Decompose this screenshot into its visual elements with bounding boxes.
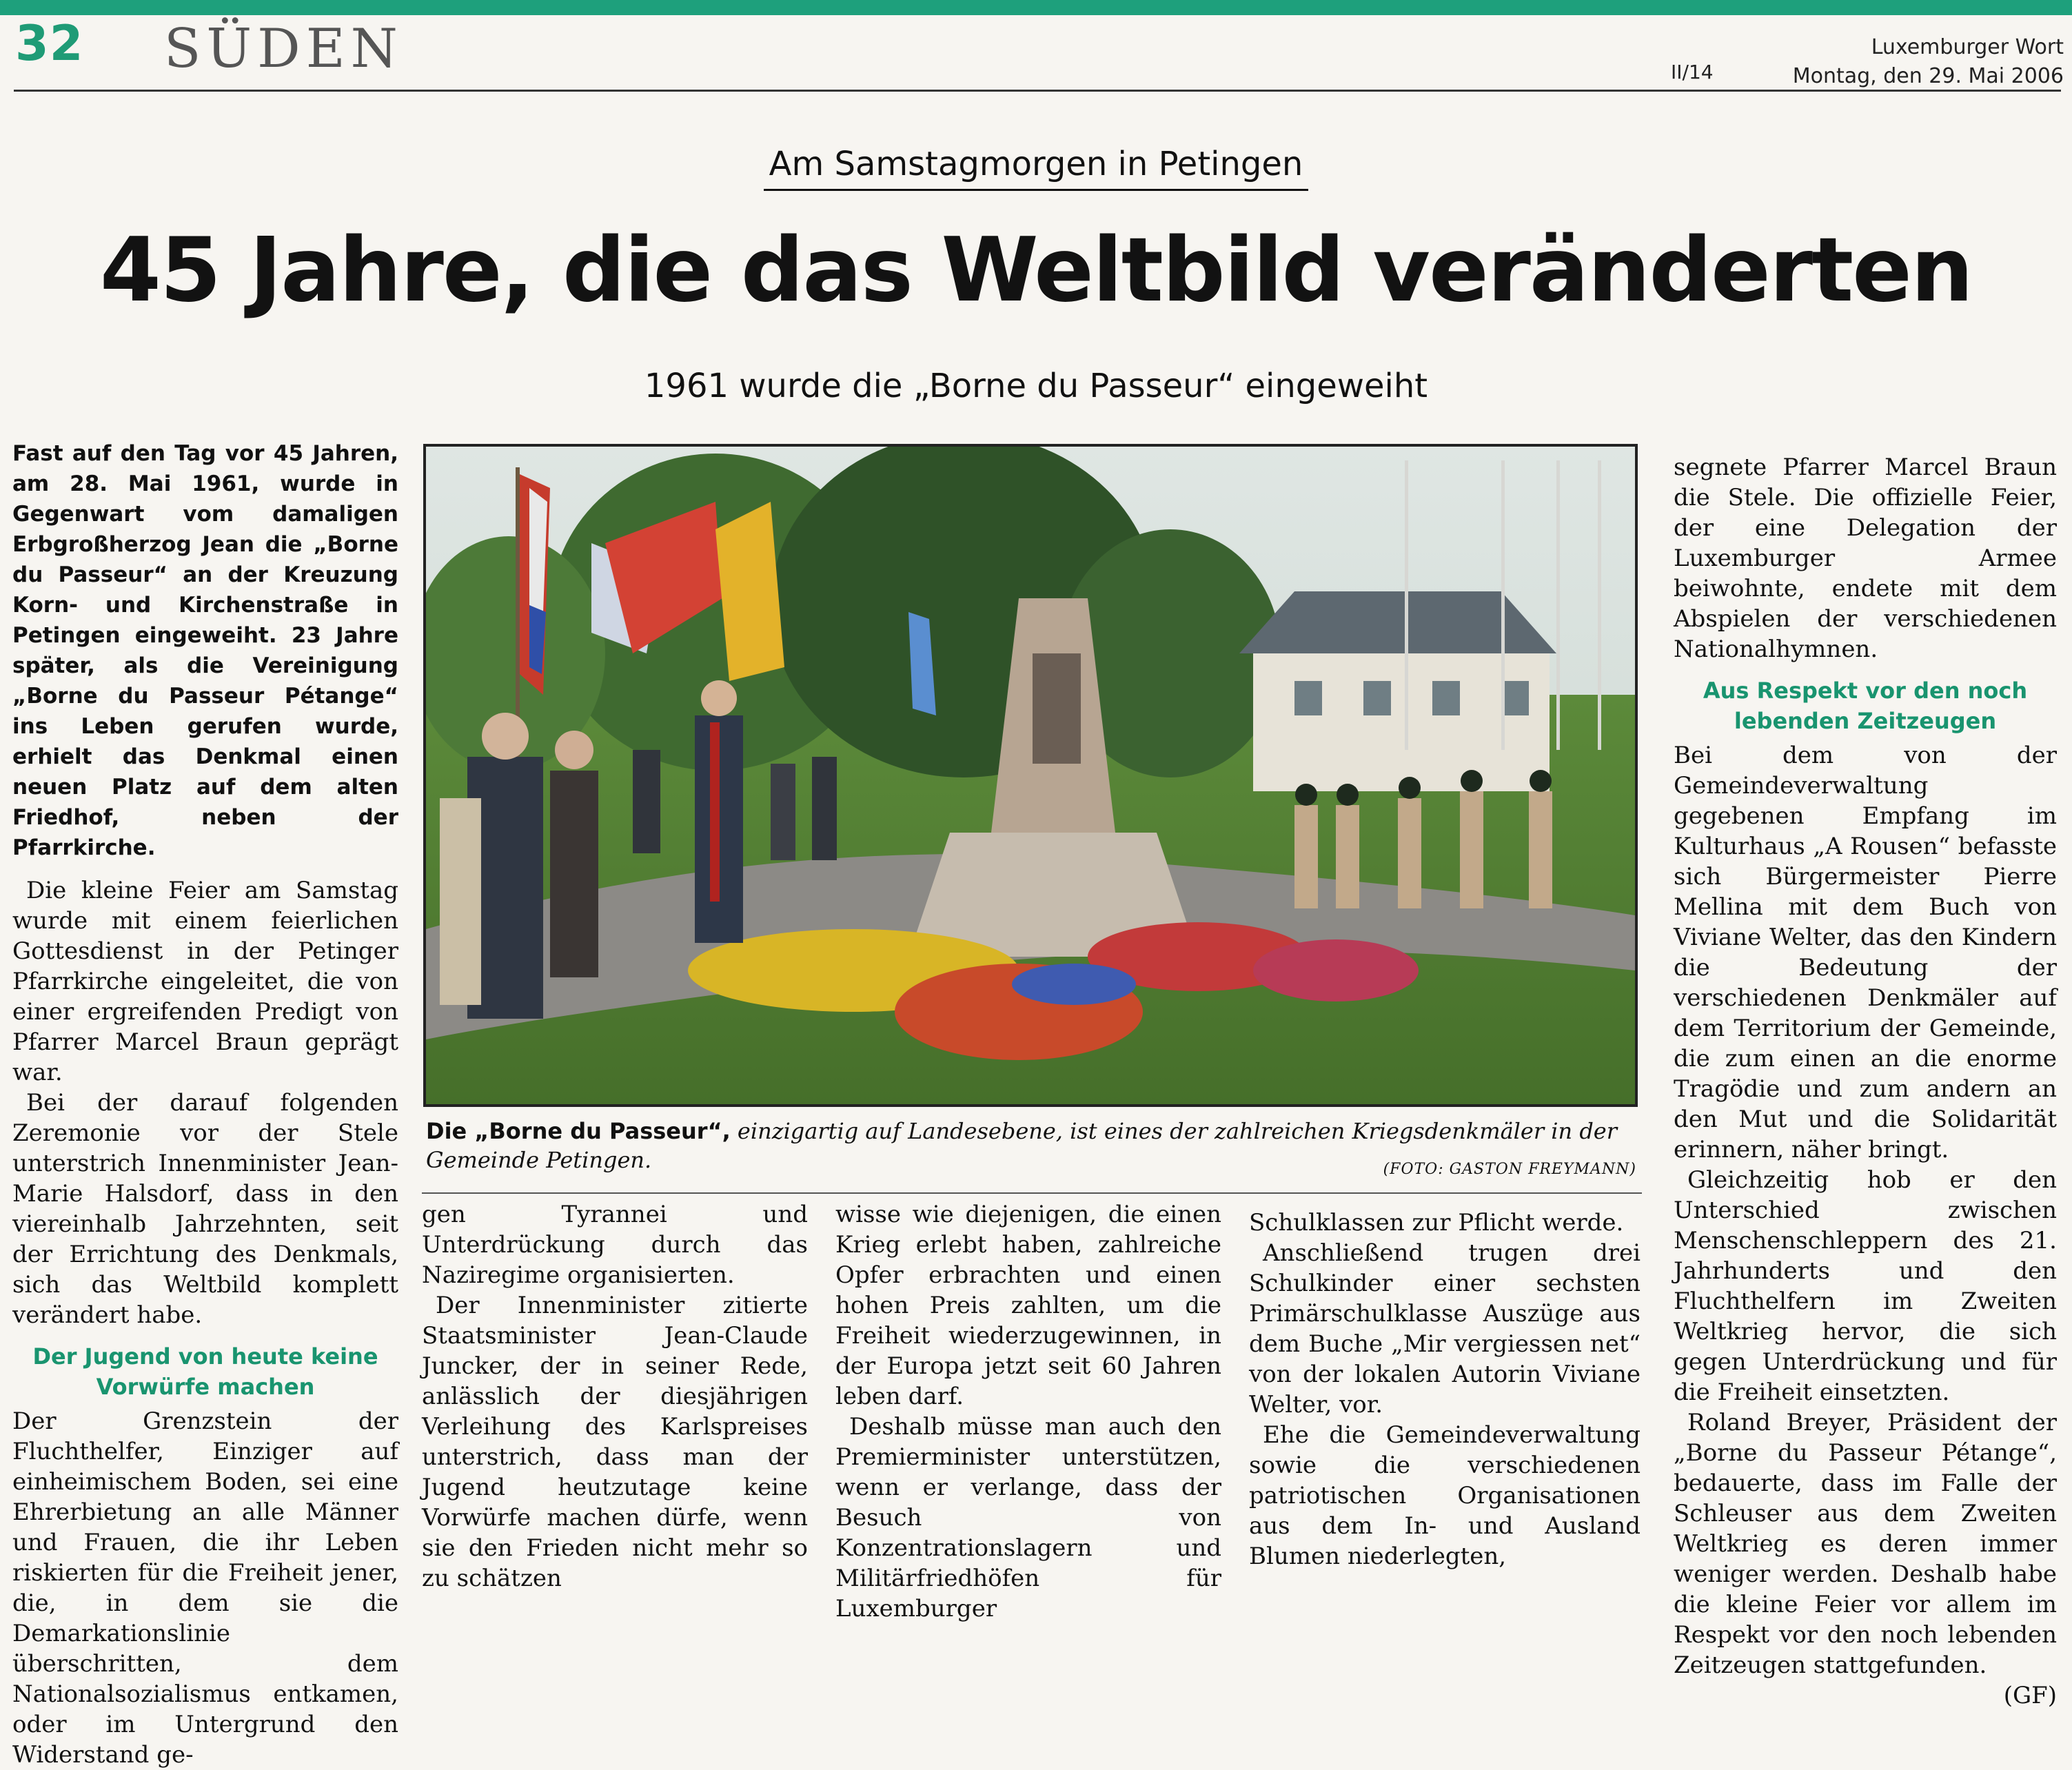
- subheading: Der Jugend von heute keine Vorwürfe machen: [32, 1343, 378, 1400]
- paragraph: Ehe die Gemeindeverwaltung sowie die verschiedenen patriotischen Organisationen aus dem In- und Ausland Blumen niederlegten,: [1249, 1421, 1641, 1570]
- paragraph: gen Tyrannei und Unterdrückung durch das Naziregime organisierten.: [422, 1201, 808, 1289]
- paragraph: Gleichzeitig hob er den Unterschied zwischen Menschenschleppern des 21. Jahrhunderts und den Fluchthelfern im Zweiten Weltkrieg hervor, die sich gegen Unterdrückung und für die Freiheit einsetzten.: [1674, 1166, 2057, 1406]
- column-4: [1249, 1208, 1641, 1571]
- caption-title: Die „Borne du Passeur“,: [426, 1118, 731, 1144]
- column-2: [422, 1199, 808, 1594]
- caption-text: einzigartig auf Landesebene, ist eines der zahlreichen Kriegsdenkmäler in der Gemeinde Petingen.: [426, 1118, 1618, 1173]
- paragraph: wisse wie diejenigen, die einen Krieg erlebt haben, zahlreiche Opfer erbrachten und einen hohen Preis zahlten, um die Freiheit wiederzugewinnen, in der Europa jetzt seit 60 Jahren leben darf.: [835, 1201, 1221, 1410]
- column-1: [12, 438, 398, 1770]
- top-color-bar: [0, 0, 2072, 15]
- photo-illustration: [426, 447, 1635, 1104]
- issue-code: II/14: [1671, 61, 1714, 83]
- kicker-text: Am Samstagmorgen in Petingen: [764, 145, 1309, 191]
- paper-date: Montag, den 29. Mai 2006: [1792, 64, 2064, 88]
- paper-name: Luxemburger Wort: [1871, 35, 2064, 59]
- column-3: [835, 1199, 1221, 1624]
- paragraph: Roland Breyer, Präsident der „Borne du Passeur Pétange“, bedauerte, dass im Falle der Schleuser aus dem Zweiten Weltkrieg es deren immer weniger werden. Deshalb habe die kleine Feier vor allem im Respekt vor den noch lebenden Zeitzeugen stattgefunden.: [1674, 1409, 2057, 1679]
- section-title: SÜDEN: [164, 18, 403, 80]
- memorial-photo: [423, 444, 1638, 1107]
- subheading: Aus Respekt vor den noch lebenden Zeitzeugen: [1703, 678, 2028, 734]
- paragraph: Anschließend trugen drei Schulkinder einer sechsten Primärschulklasse Auszüge aus dem Buche „Mir vergiessen net“ von der lokalen Autorin Viviane Welter, vor.: [1249, 1239, 1641, 1418]
- photo-credit: (FOTO: GASTON FREYMANN): [1383, 1161, 1636, 1178]
- column-5: [1674, 452, 2057, 1711]
- article-kicker: [0, 145, 2072, 191]
- paragraph: segnete Pfarrer Marcel Braun die Stele. Die offizielle Feier, der eine Delegation der Luxemburger Armee beiwohnte, endete mit dem Abspielen der verschiedenen Nationalhymnen.: [1674, 454, 2057, 663]
- paragraph: Bei der darauf folgenden Zeremonie vor der Stele unterstrich Innenminister Jean-Marie Halsdorf, dass in den viereinhalb Jahrzehnten, seit der Errichtung des Denkmals, sich das Weltbild komplett verändert habe.: [12, 1089, 398, 1329]
- paper-info: [1793, 33, 2064, 91]
- page-number: 32: [15, 15, 84, 72]
- paragraph: Schulklassen zur Pflicht werde.: [1249, 1209, 1624, 1237]
- paragraph: Die kleine Feier am Samstag wurde mit einem feierlichen Gottesdienst in der Petinger Pfarrkirche eingeleitet, die von einer ergreifenden Predigt von Pfarrer Marcel Braun geprägt war.: [12, 877, 398, 1086]
- lead-paragraph: Fast auf den Tag vor 45 Jahren, am 28. Mai 1961, wurde in Gegenwart vom damaligen Erbgroßherzog Jean die „Borne du Passeur“ an der Kreuzung Korn- und Kirchenstraße in Petingen eingeweiht. 23 Jahre später, als die Vereinigung „Borne du Passeur Pétange“ ins Leben gerufen wurde, erhielt das Denkmal einen neuen Platz auf dem alten Friedhof, neben der Pfarrkirche.: [12, 441, 398, 860]
- masthead-rule: [14, 90, 2061, 92]
- author-signature: (GF): [2003, 1682, 2057, 1709]
- paragraph: Bei dem von der Gemeindeverwaltung gegebenen Empfang im Kulturhaus „A Rousen“ befasste sich Bürgermeister Pierre Mellina mit dem Buch von Viviane Welter, das den Kindern die Bedeutung der verschiedenen Denkmäler auf dem Territorium der Gemeinde, die zum einen an die enorme Tragödie und zum andern an den Mut und die Solidarität erinnern, näher bringt.: [1674, 742, 2057, 1163]
- article-subheadline: 1961 wurde die „Borne du Passeur“ eingeweiht: [644, 367, 1428, 405]
- photo-rule: [422, 1192, 1642, 1194]
- paragraph: Der Grenzstein der Fluchthelfer, Einziger auf einheimischem Boden, sei eine Ehrerbietung an alle Männer und Frauen, die ihr Leben riskierten für die Freiheit jener, die, in dem sie die Demarkationslinie überschritten, dem Nationalsozialismus entkamen, oder im Untergrund den Widerstand ge-: [12, 1407, 398, 1769]
- article-headline: 45 Jahre, die das Weltbild veränderten: [99, 219, 1973, 322]
- paragraph: Der Innenminister zitierte Staatsminister Jean-Claude Juncker, der in seiner Rede, anlässlich der diesjährigen Verleihung des Karlspreises unterstrich, dass man der Jugend heutzutage keine Vorwürfe machen dürfe, wenn sie den Frieden nicht mehr so zu schätzen: [422, 1292, 808, 1592]
- paragraph: Deshalb müsse man auch den Premierminister unterstützen, wenn er verlange, dass der Besuch von Konzentrationslagern und Militärfriedhöfen für Luxemburger: [835, 1413, 1221, 1623]
